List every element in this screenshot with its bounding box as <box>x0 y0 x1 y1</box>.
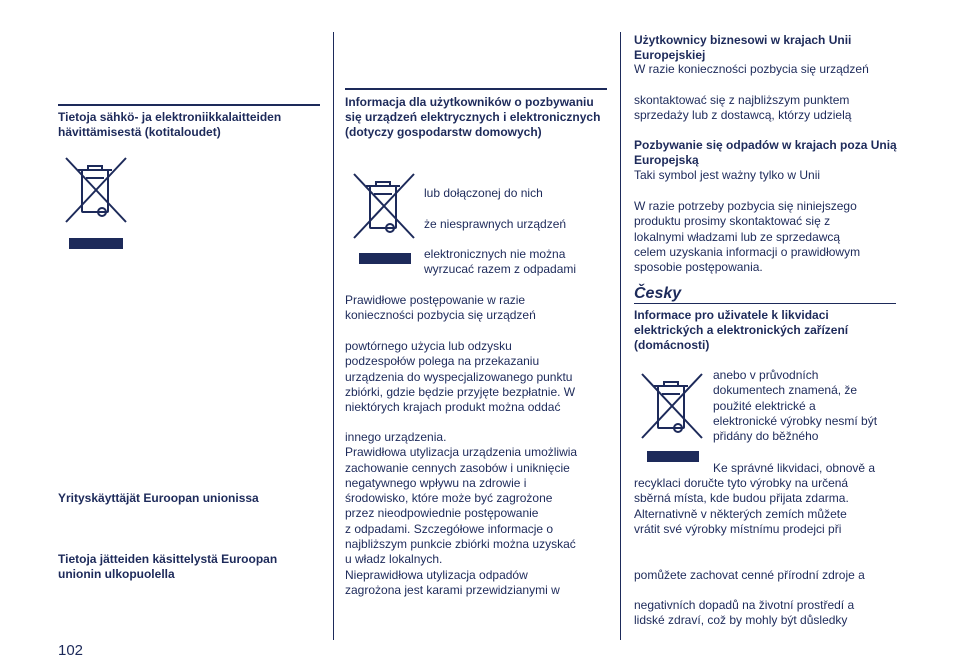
body-line: pomůžete zachovat cenné přírodní zdroje a <box>634 568 865 582</box>
crossed-out-wheelie-bin-icon <box>64 156 130 226</box>
separate-collection-bar <box>359 253 411 264</box>
crossed-out-wheelie-bin-icon <box>640 372 706 442</box>
body-paragraph: innego urządzenia. Prawidłowa utylizacja urządzenia umożliwia zachowanie cennych zasobów i uniknięcie negatywnego wpływu na zdrowie i środowisko, które może być zagrożone przez nieodpowiednie postępowanie z odpadami. Szczegółowe informacje o najbliższym punkcie zbiórki można uzyskać u władz lokalnych. Nieprawidłowa utylizacja odpadów zagrożona jest karami przewidzianymi w <box>345 430 578 597</box>
language-section-title: Česky <box>634 285 682 302</box>
section-heading: Yrityskäyttäjät Euroopan unionissa <box>58 491 259 505</box>
heading-rule <box>634 303 896 304</box>
section-heading: Informacja dla użytkowników o pozbywaniu się urządzeń elektrycznych i elektronicznych (dotyczy gospodarstw domowych) <box>345 95 601 139</box>
icon-caption: anebo v průvodních dokumentech znamená, že použité elektrické a elektronické výrobky nesmí být přidány do běžného <box>713 368 878 444</box>
body-paragraph: powtórnego użycia lub odzysku podzespołów polega na przekazaniu urządzenia do wyspecjalizowanego punktu zbiórki, gdzie będzie przyjęte bezpłatnie. W niektórych krajach produkt można oddać <box>345 339 576 415</box>
section-heading: Tietoja jätteiden käsittelystä Euroopan unionin ulkopuolella <box>58 552 278 581</box>
body-line: Taki symbol jest ważny tylko w Unii <box>634 168 821 182</box>
separate-collection-bar <box>647 451 699 462</box>
body-paragraph: W razie potrzeby pozbycia się niniejszego produktu prosimy skontaktować się z lokalnymi władzami lub ze sprzedawcą celem uzyskania informacji o prawidłowym sposobie postępowania. <box>634 199 861 275</box>
section-heading: Użytkownicy biznesowi w krajach Unii Europejskiej <box>634 33 852 62</box>
icon-caption-line: że niesprawnych urządzeń <box>424 217 567 231</box>
body-line: W razie konieczności pozbycia się urządzeń <box>634 62 869 76</box>
icon-caption-line: elektronicznych nie można wyrzucać razem z odpadami <box>424 247 577 277</box>
body-paragraph: recyklaci doručte tyto výrobky na určená sběrná místa, kde budou přijata zdarma. Alternativně v některých zemích můžete vrátit své výrobky místnímu prodejci při <box>634 476 849 536</box>
icon-caption-line: lub dołączonej do nich <box>424 186 543 200</box>
column-divider-left <box>333 32 334 640</box>
separate-collection-bar <box>69 238 123 249</box>
body-paragraph: negativních dopadů na životní prostředí a lidské zdraví, což by mohly být důsledky <box>634 598 855 628</box>
heading-rule <box>345 88 607 90</box>
section-heading: Pozbywanie się odpadów w krajach poza Unią Europejską <box>634 138 897 167</box>
body-paragraph: Prawidłowe postępowanie w razie konieczności pozbycia się urządzeń <box>345 293 536 323</box>
section-heading: Tietoja sähkö- ja elektroniikkalaitteiden hävittämisestä (kotitaloudet) <box>58 110 282 139</box>
heading-rule <box>58 104 320 106</box>
body-paragraph: skontaktować się z najbliższym punktem sprzedaży lub z dostawcą, którzy udzielą <box>634 93 852 123</box>
crossed-out-wheelie-bin-icon <box>352 172 418 242</box>
section-heading: Informace pro uživatele k likvidaci elektrických a elektronických zařízení (domácnosti) <box>634 308 849 352</box>
column-divider-right <box>620 32 621 640</box>
page-number: 102 <box>58 642 84 659</box>
body-line: Ke správné likvidaci, obnově a <box>713 461 876 475</box>
